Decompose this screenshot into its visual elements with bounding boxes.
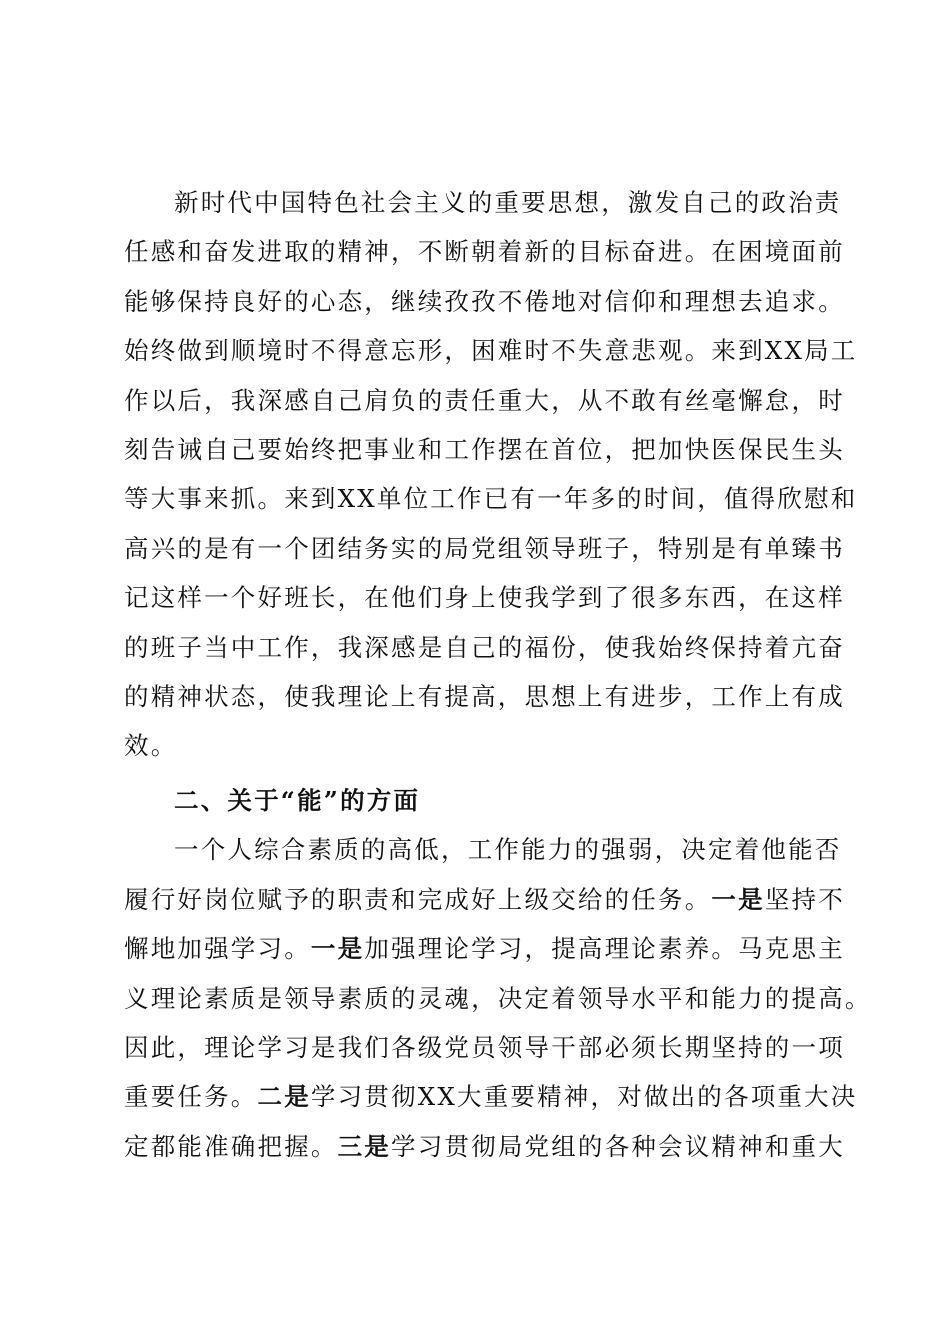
- text-line: 作以后，我深感自己肩负的责任重大，从不敢有丝毫懈怠，时: [124, 385, 845, 415]
- bold-marker: 一是: [711, 884, 765, 914]
- text-line: [124, 1072, 858, 1121]
- paragraph-1: [124, 178, 858, 771]
- text-line: 高兴的是有一个团结务实的局党组领导班子，特别是有单臻书: [124, 533, 845, 563]
- text-line: [124, 875, 845, 924]
- text-run: 坚持不: [764, 884, 845, 914]
- text-run: 学习贯彻局党组的各种会议精神和重大: [391, 1131, 845, 1161]
- text-line: 新时代中国特色社会主义的重要思想，激发自己的政治责: [174, 188, 842, 217]
- bold-marker: 一是: [310, 934, 365, 964]
- text-line: 因此，理论学习是我们各级党员领导干部必须长期坚持的一项: [124, 1032, 845, 1062]
- text-line: 记这样一个好班长，在他们身上使我学到了很多东西，在这样: [124, 583, 845, 613]
- text-line: 能够保持良好的心态，继续孜孜不倦地对信仰和理想去追求。: [124, 286, 845, 316]
- text-run: 履行好岗位赋予的职责和完成好上级交给的任务。: [124, 884, 712, 914]
- text-line: 刻告诫自己要始终把事业和工作摆在首位，把加快医保民生头: [124, 434, 845, 464]
- text-line: 义理论素质是领导素质的灵魂，决定着领导水平和能力的提高。: [124, 983, 872, 1013]
- text-line: 效。: [124, 731, 178, 761]
- text-line: [124, 924, 845, 973]
- section-2: [124, 776, 872, 1171]
- bold-marker: 二是: [257, 1082, 311, 1112]
- text-line: 始终做到顺境时不得意忘形，困难时不失意悲观。来到XX局工: [124, 336, 858, 366]
- text-run: 学习贯彻XX大重要精神，对做出的各项重大决: [310, 1082, 858, 1112]
- text-line: 等大事来抓。来到XX单位工作已有一年多的时间，值得欣慰和: [124, 484, 858, 514]
- text-run: 重要任务。: [124, 1082, 258, 1112]
- bold-marker: 三是: [337, 1131, 392, 1161]
- text-run: 懈地加强学习。: [124, 934, 311, 964]
- text-line: [124, 1122, 845, 1171]
- section-heading: 二、关于“能”的方面: [174, 786, 421, 815]
- text-line: 的精神状态，使我理论上有提高，思想上有进步，工作上有成: [124, 681, 845, 711]
- text-run: 定都能准确把握。: [124, 1131, 338, 1161]
- text-line: 任感和奋发进取的精神，不断朝着新的目标奋进。在困境面前: [124, 237, 845, 267]
- text-line: 的班子当中工作，我深感是自己的福份，使我始终保持着亢奋: [124, 632, 845, 662]
- text-run: 加强理论学习，提高理论素养。马克思主: [364, 934, 845, 964]
- text-line: 一个人综合素质的高低，工作能力的强弱，决定着他能否: [174, 835, 842, 865]
